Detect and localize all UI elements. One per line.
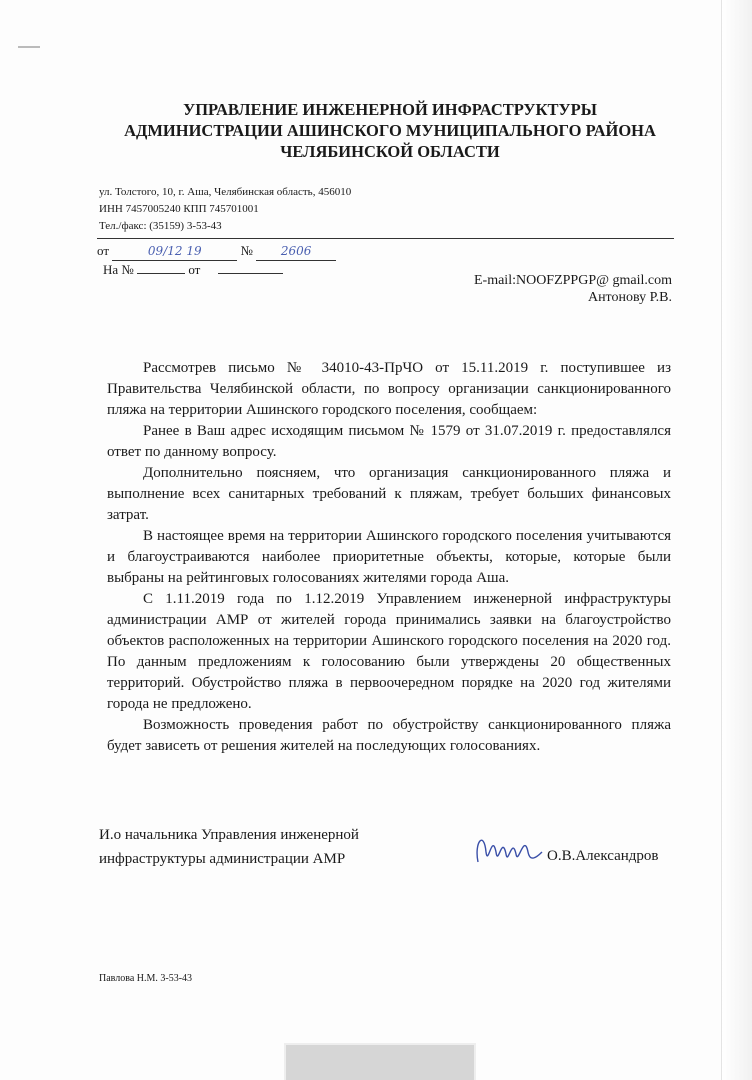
scan-mark xyxy=(18,46,40,48)
letter-number: 2606 xyxy=(256,243,336,261)
reply-number xyxy=(137,273,185,274)
address-block xyxy=(99,184,351,235)
phone: Тел./факс: (35159) 3-53-43 xyxy=(99,220,222,232)
recipient-block xyxy=(474,272,672,306)
page-edge xyxy=(721,0,752,1080)
from-label: от xyxy=(97,243,110,258)
paragraph: Рассмотрев письмо № 34010-43-ПрЧО от 15.11.2019 г. поступившее из Правительства Челябинской области, по вопросу организации санкционированного пляжа на территории Ашинского городского поселения, сообщаем: xyxy=(107,360,671,418)
street-address: ул. Толстого, 10, г. Аша, Челябинская область, 456010 xyxy=(99,186,352,198)
reference-block xyxy=(97,242,336,278)
paragraph: Возможность проведения работ по обустройству санкционированного пляжа будет зависеть от решения жителей на последующих голосованиях. xyxy=(107,717,671,754)
paragraph: В настоящее время на территории Ашинского городского поселения учитываются и благоустраиваются наиболее приоритетные объекты, которые, которые были выбраны на рейтинговых голосованиях жителями города Аша. xyxy=(107,528,671,586)
recipient-email: E-mail:NOOFZPPGP@ gmail.com xyxy=(473,273,672,288)
signatory-title xyxy=(99,823,359,871)
paragraph: Дополнительно поясняем, что организация санкционированного пляжа и выполнение всех санитарных требований к пляжам, требует больших финансовых затрат. xyxy=(107,465,671,523)
organization-header xyxy=(100,99,680,162)
reply-date xyxy=(218,273,283,274)
paragraph: Ранее в Ваш адрес исходящим письмом № 1579 от 31.07.2019 г. предоставлялся ответ по данному вопросу. xyxy=(107,423,671,460)
handwritten-signature xyxy=(470,822,545,872)
letter-body xyxy=(107,358,671,757)
header-divider xyxy=(97,238,674,239)
signatory-title-line: И.о начальника Управления инженерной xyxy=(99,827,359,843)
signatory-title-line: инфраструктуры администрации АМР xyxy=(99,851,346,867)
signatory-name: О.В.Александров xyxy=(547,848,659,864)
executor: Павлова Н.М. 3-53-43 xyxy=(99,973,193,984)
header-line: ЧЕЛЯБИНСКОЙ ОБЛАСТИ xyxy=(280,142,500,161)
reply-from-label: от xyxy=(188,262,201,277)
scan-artifact xyxy=(284,1043,476,1080)
paragraph: С 1.11.2019 года по 1.12.2019 Управлением инженерной инфраструктуры администрации АМР от жителей города принимались заявки на благоустройство объектов расположенных на территории Ашинского городского поселения на 2020 год. По данным предложениям к голосованию были утверждены 20 общественных территорий. Обустройство пляжа в первоочередном порядке на 2020 год жителями города не предложено. xyxy=(107,591,671,712)
recipient-name: Антонову Р.В. xyxy=(587,290,672,305)
reply-label: На № xyxy=(103,262,134,277)
header-line: АДМИНИСТРАЦИИ АШИНСКОГО МУНИЦИПАЛЬНОГО РАЙОНА xyxy=(124,121,656,140)
letter-date: 09/12 19 xyxy=(112,243,237,261)
header-line: УПРАВЛЕНИЕ ИНЖЕНЕРНОЙ ИНФРАСТРУКТУРЫ xyxy=(183,100,597,119)
number-label: № xyxy=(240,243,253,258)
inn-kpp: ИНН 7457005240 КПП 745701001 xyxy=(99,203,259,215)
